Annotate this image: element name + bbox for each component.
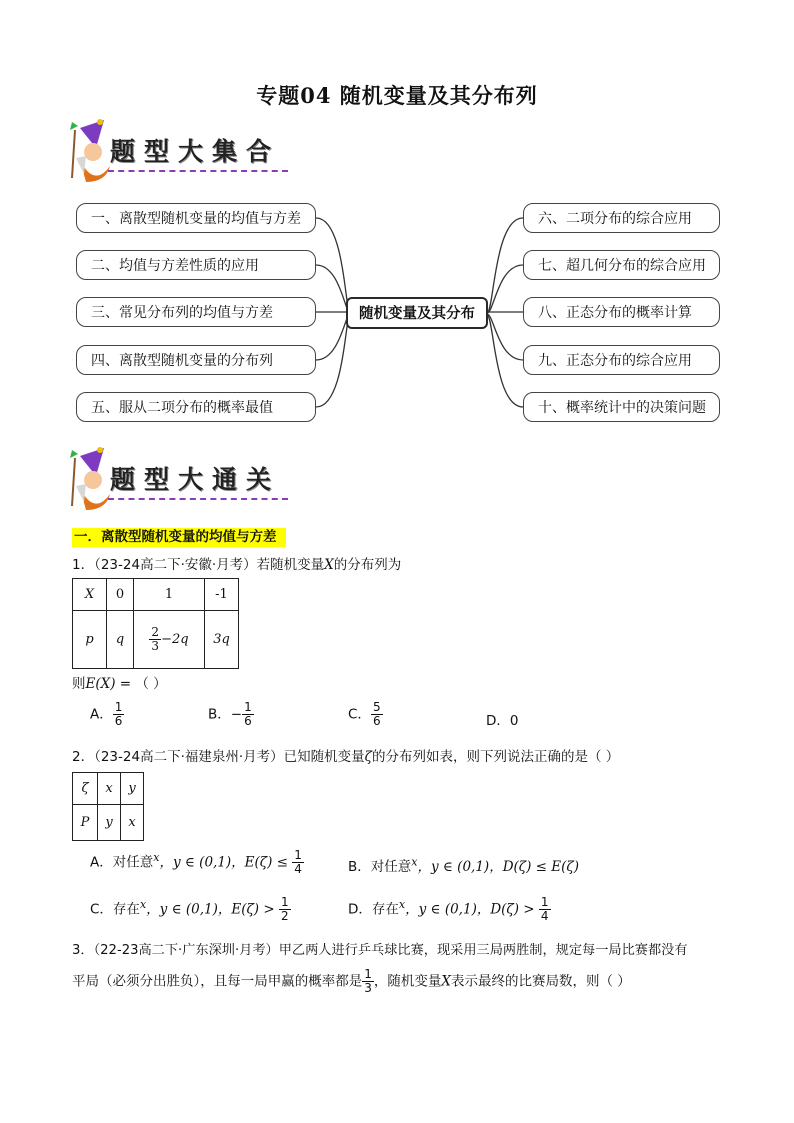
distribution-table-2: [72, 772, 144, 841]
question-1-ask: [72, 672, 167, 692]
fraction: $\frac{2}{3}$: [151, 625, 160, 653]
option-label: A．: [90, 706, 113, 723]
fraction: $\frac{1}{4}$: [294, 848, 302, 876]
option-text: B．对任意: [348, 859, 412, 875]
table-cell: P: [73, 805, 98, 841]
question-3-line-2: [72, 968, 631, 995]
option-text: C．存在: [90, 901, 140, 918]
mindmap-topic-4: 四、离散型随机变量的分布列: [76, 345, 316, 375]
question-2-stem: [72, 745, 619, 765]
distribution-table-1: [72, 578, 239, 669]
option-c[interactable]: [348, 701, 383, 728]
table-cell: y: [98, 805, 121, 841]
banner-title: 题型大集合: [110, 137, 281, 166]
question-2-text-end: 的分布列如表，则下列说法正确的是（ ）: [371, 749, 620, 765]
mindmap-topic-7: 七、超几何分布的综合应用: [523, 250, 720, 280]
table-cell: -1: [205, 579, 239, 611]
mindmap-topic-3: 三、常见分布列的均值与方差: [76, 297, 316, 327]
table-cell: ζ: [73, 773, 98, 805]
minus-sign: −: [230, 706, 243, 723]
option-d[interactable]: [348, 896, 551, 923]
fraction: $\frac{1}{2}$: [280, 895, 289, 923]
table-cell: 3q: [205, 611, 239, 669]
option-b[interactable]: [348, 855, 579, 875]
table-cell: X: [73, 579, 107, 611]
banner-title: 题型大通关: [110, 465, 281, 494]
fraction: $\frac{1}{3}$: [364, 967, 372, 995]
option-d[interactable]: [486, 709, 519, 729]
option-condition: ，y ∈ (0,1)，E(ζ) >: [146, 901, 279, 918]
variable: x: [139, 898, 147, 911]
option-label: D．: [486, 713, 510, 729]
question-3-text: 平局（必须分出胜负），且每一局甲赢的概率都是: [72, 973, 363, 990]
mindmap-topic-9: 九、正态分布的综合应用: [523, 345, 720, 375]
mindmap-topic-8: 八、正态分布的概率计算: [523, 297, 720, 327]
fraction: $\frac{1}{6}$: [244, 700, 252, 728]
variable: x: [411, 855, 418, 869]
option-label: C．: [348, 706, 371, 723]
minus-sign: −: [161, 632, 172, 647]
banner-underline: [108, 170, 288, 172]
option-condition: ，y ∈ (0,1)，D(ζ) ≤ E(ζ): [417, 859, 579, 875]
mindmap-center: 随机变量及其分布: [346, 297, 488, 329]
mindmap-topic-10: 十、概率统计中的决策问题: [523, 392, 720, 422]
option-label: B．: [208, 706, 231, 723]
option-text: A．对任意: [90, 854, 154, 871]
table-cell: q: [107, 611, 134, 669]
fraction: $\frac{1}{6}$: [114, 700, 123, 728]
ask-paren: = （ ）: [115, 676, 167, 692]
question-3-text-end: 表示最终的比赛局数，则（ ）: [451, 973, 631, 990]
variable: ζ: [364, 749, 372, 765]
section-banner-practice: [66, 446, 296, 514]
variable: X: [324, 557, 334, 573]
section-banner-overview: [66, 118, 296, 186]
table-cell: 1: [134, 579, 205, 611]
mindmap-topic-1: 一、离散型随机变量的均值与方差: [76, 203, 316, 233]
variable: X: [441, 973, 452, 990]
mindmap-topic-2: 二、均值与方差性质的应用: [76, 250, 316, 280]
section-heading: 一．离散型随机变量的均值与方差: [72, 528, 286, 547]
option-condition: ，y ∈ (0,1)，E(ζ) ≤: [159, 854, 293, 871]
question-3-line-1: 3．（22-23高二下·广东深圳·月考）甲乙两人进行乒乓球比赛，现采用三局两胜制，规定每一局比赛都没有: [72, 943, 688, 958]
option-a[interactable]: [90, 849, 304, 876]
question-2-text: 2．（23-24高二下·福建泉州·月考）已知随机变量: [72, 749, 365, 765]
option-a[interactable]: [90, 701, 124, 728]
ask-text: 则: [72, 676, 86, 692]
question-1-text-end: 的分布列为: [333, 557, 402, 573]
variable: x: [398, 898, 406, 911]
table-cell: y: [121, 773, 144, 805]
mindmap-topic-6: 六、二项分布的综合应用: [523, 203, 720, 233]
table-cell: x: [98, 773, 121, 805]
option-b[interactable]: [208, 701, 254, 728]
page-title: 专题04 随机变量及其分布列: [256, 83, 538, 108]
table-cell: x: [121, 805, 144, 841]
option-condition: ，y ∈ (0,1)，D(ζ) >: [405, 901, 539, 918]
mindmap-topic-5: 五、服从二项分布的概率最值: [76, 392, 316, 422]
variable: x: [153, 851, 160, 864]
option-value: 0: [509, 713, 519, 729]
question-1-text: 1．（23-24高二下·安徽·月考）若随机变量: [72, 557, 325, 573]
fraction: $\frac{1}{4}$: [540, 895, 549, 923]
question-3-text-mid: ，随机变量: [373, 973, 442, 990]
table-cell: p: [73, 611, 107, 669]
option-text: D．存在: [348, 901, 399, 918]
expectation-expr: E(X): [85, 676, 116, 692]
question-1-stem: [72, 553, 401, 573]
fraction: $\frac{5}{6}$: [372, 700, 381, 728]
table-cell: 0: [107, 579, 134, 611]
table-value: 2q: [171, 632, 189, 647]
banner-underline: [108, 498, 288, 500]
table-cell-fraction: [134, 611, 205, 669]
option-c[interactable]: [90, 896, 291, 923]
